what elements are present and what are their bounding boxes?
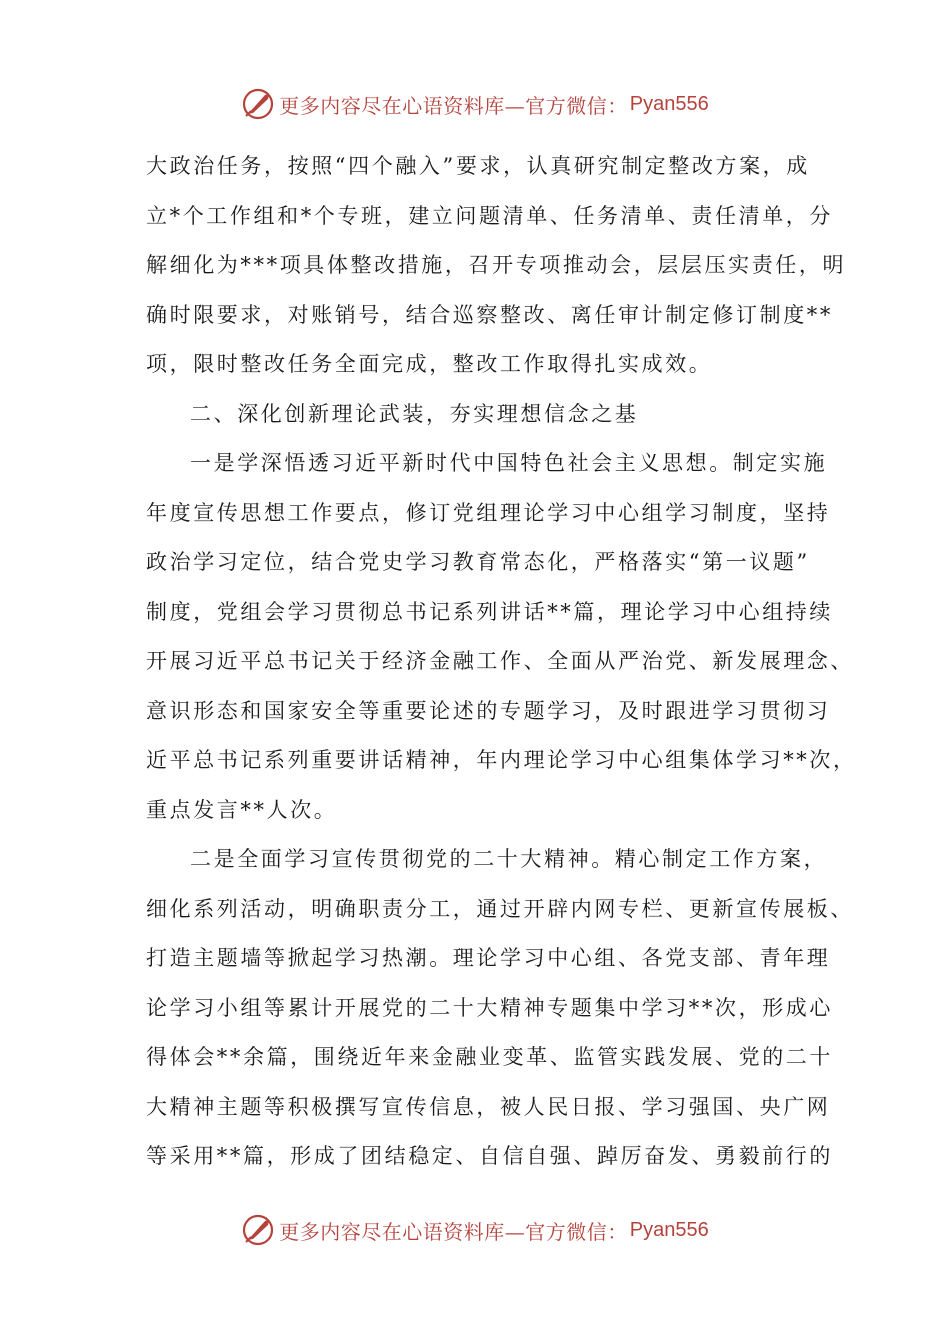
body-line: 年度宣传思想工作要点，修订党组理论学习中心组学习制度，坚持 <box>146 500 831 525</box>
body-line: 等采用**篇，形成了团结稳定、自信自强、踔厉奋发、勇毅前行的 <box>146 1144 833 1168</box>
body-line: 打造主题墙等掀起学习热潮。理论学习中心组、各党支部、青年理 <box>146 946 831 970</box>
body-line: 开展习近平总书记关于经济金融工作、全面从严治党、新发展理念、 <box>146 649 854 673</box>
banner-text: 更多内容尽在心语资料库—官方微信： <box>279 93 628 118</box>
body-line: 立*个工作组和*个专班，建立问题清单、任务清单、责任清单，分 <box>146 203 833 228</box>
quill-logo-icon <box>241 1213 275 1247</box>
body-line: 政治学习定位，结合党史学习教育常态化，严格落实“第一议题” <box>146 550 810 574</box>
body-line: 大政治任务，按照“四个融入”要求，认真研究制定整改方案，成 <box>146 154 810 178</box>
body-line: 项，限时整改任务全面完成，整改工作取得扎实成效。 <box>146 352 713 376</box>
body-line: 重点发言**人次。 <box>146 797 338 822</box>
banner-wechat-id: Pyan556 <box>629 1218 709 1241</box>
body-line: 确时限要求，对账销号，结合巡察整改、离任审计制定修订制度** <box>146 302 833 327</box>
quill-logo-icon <box>241 87 275 121</box>
body-line: 意识形态和国家安全等重要论述的专题学习，及时跟进学习贯彻习 <box>146 698 831 723</box>
body-line: 一是学深悟透习近平新时代中国特色社会主义思想。制定实施 <box>190 451 828 475</box>
body-line: 解细化为***项具体整改措施，召开专项推动会，层层压实责任，明 <box>146 253 847 277</box>
body-line: 二是全面学习宣传贯彻党的二十大精神。精心制定工作方案， <box>190 847 828 871</box>
body-line: 细化系列活动，明确职责分工，通过开辟内网专栏、更新宣传展板、 <box>146 896 854 921</box>
banner-wechat-id: Pyan556 <box>629 92 709 115</box>
banner-text: 更多内容尽在心语资料库—官方微信： <box>279 1219 628 1244</box>
body-line: 论学习小组等累计开展党的二十大精神专题集中学习**次，形成心 <box>146 995 833 1020</box>
section-heading: 二、深化创新理论武装，夯实理想信念之基 <box>190 401 639 426</box>
body-line: 大精神主题等积极撰写宣传信息，被人民日报、学习强国、央广网 <box>146 1094 831 1119</box>
footer-watermark-banner <box>0 1210 950 1250</box>
body-line: 近平总书记系列重要讲话精神，年内理论学习中心组集体学习**次， <box>146 748 857 772</box>
header-watermark-banner <box>0 84 950 124</box>
body-line: 制度，党组会学习贯彻总书记系列讲话**篇，理论学习中心组持续 <box>146 599 833 624</box>
body-line: 得体会**余篇，围绕近年来金融业变革、监管实践发展、党的二十 <box>146 1045 833 1069</box>
